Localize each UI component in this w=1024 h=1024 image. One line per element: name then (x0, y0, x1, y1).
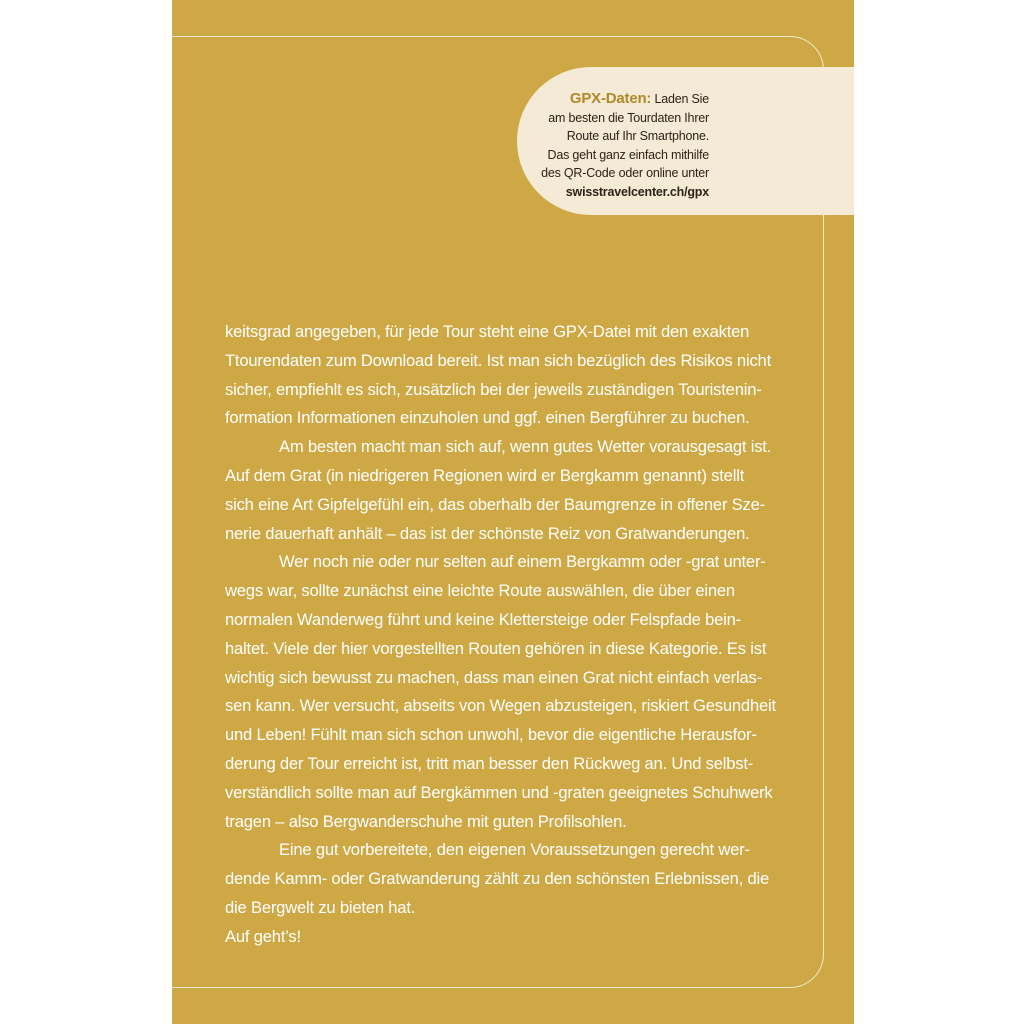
body-line: Wer noch nie oder nur selten auf einem Bergkamm oder -grat unter- (279, 552, 766, 572)
body-line: normalen Wanderweg führt und keine Klettersteige oder Felspfade bein- (225, 609, 741, 629)
body-line: und Leben! Fühlt man sich schon unwohl, bevor die eigentliche Herausfor- (225, 725, 757, 745)
body-line: wegs war, sollte zunächst eine leichte Route auswählen, die über einen (225, 581, 735, 601)
body-line: Am besten macht man sich auf, wenn gutes Wetter vorausgesagt ist. (279, 437, 772, 457)
body-line: keitsgrad angegeben, für jede Tour steht eine GPX-Datei mit den exakten (225, 322, 750, 341)
body-line: derung der Tour erreicht ist, tritt man besser den Rückweg an. Und selbst- (225, 753, 754, 773)
body-line: dende Kamm- oder Gratwanderung zählt zu den schönsten Erlebnissen, die (225, 869, 770, 889)
book-page (172, 0, 854, 1024)
body-line: die Bergwelt zu bieten hat. (225, 897, 416, 917)
gpx-url-link[interactable]: swisstravelcenter.ch/gpx (565, 184, 709, 199)
body-line: Auf dem Grat (in niedrigeren Regionen wird er Bergkamm genannt) stellt (225, 465, 745, 485)
body-line: Auf geht’s! (225, 926, 301, 946)
gpx-line-4: Das geht ganz einfach mithilfe (547, 147, 709, 162)
gpx-line-2: am besten die Tourdaten Ihrer (548, 110, 709, 125)
gpx-line-5: des QR-Code oder online unter (541, 166, 709, 180)
body-line: Ttourendaten zum Download bereit. Ist man sich bezüglich des Risikos nicht (225, 350, 771, 370)
body-line: tragen – also Bergwanderschuhe mit guten Profilsohlen. (225, 811, 627, 831)
body-line: sen kann. Wer versucht, abseits von Wegen abzusteigen, riskiert Gesundheit (225, 696, 776, 716)
gpx-line-1: Laden Sie (654, 92, 709, 106)
body-line: wichtig sich bewusst zu machen, dass man einen Grat nicht einfach verlas- (225, 667, 762, 687)
gpx-label: GPX-Daten: (569, 90, 652, 107)
body-line: nerie dauerhaft anhält – das ist der schönste Reiz von Gratwanderungen. (225, 523, 750, 543)
body-line: Eine gut vorbereitete, den eigenen Voraussetzungen gerecht wer- (279, 840, 750, 860)
gpx-info-box (517, 67, 854, 215)
body-line: haltet. Viele der hier vorgestellten Routen gehören in diese Kategorie. Es ist (225, 638, 767, 658)
body-line: sicher, empfiehlt es sich, zusätzlich bei der jeweils zuständigen Touristenin- (225, 379, 762, 399)
gpx-info-text (469, 90, 709, 201)
body-line: verständlich sollte man auf Bergkämmen und -graten geeignetes Schuhwerk (225, 782, 773, 802)
body-text (225, 318, 805, 952)
gpx-line-3: Route auf Ihr Smartphone. (566, 129, 709, 143)
body-line: sich eine Art Gipfelgefühl ein, das oberhalb der Baumgrenze in offener Sze- (225, 494, 765, 514)
body-line: formation Informationen einzuholen und ggf. einen Bergführer zu buchen. (225, 408, 750, 428)
